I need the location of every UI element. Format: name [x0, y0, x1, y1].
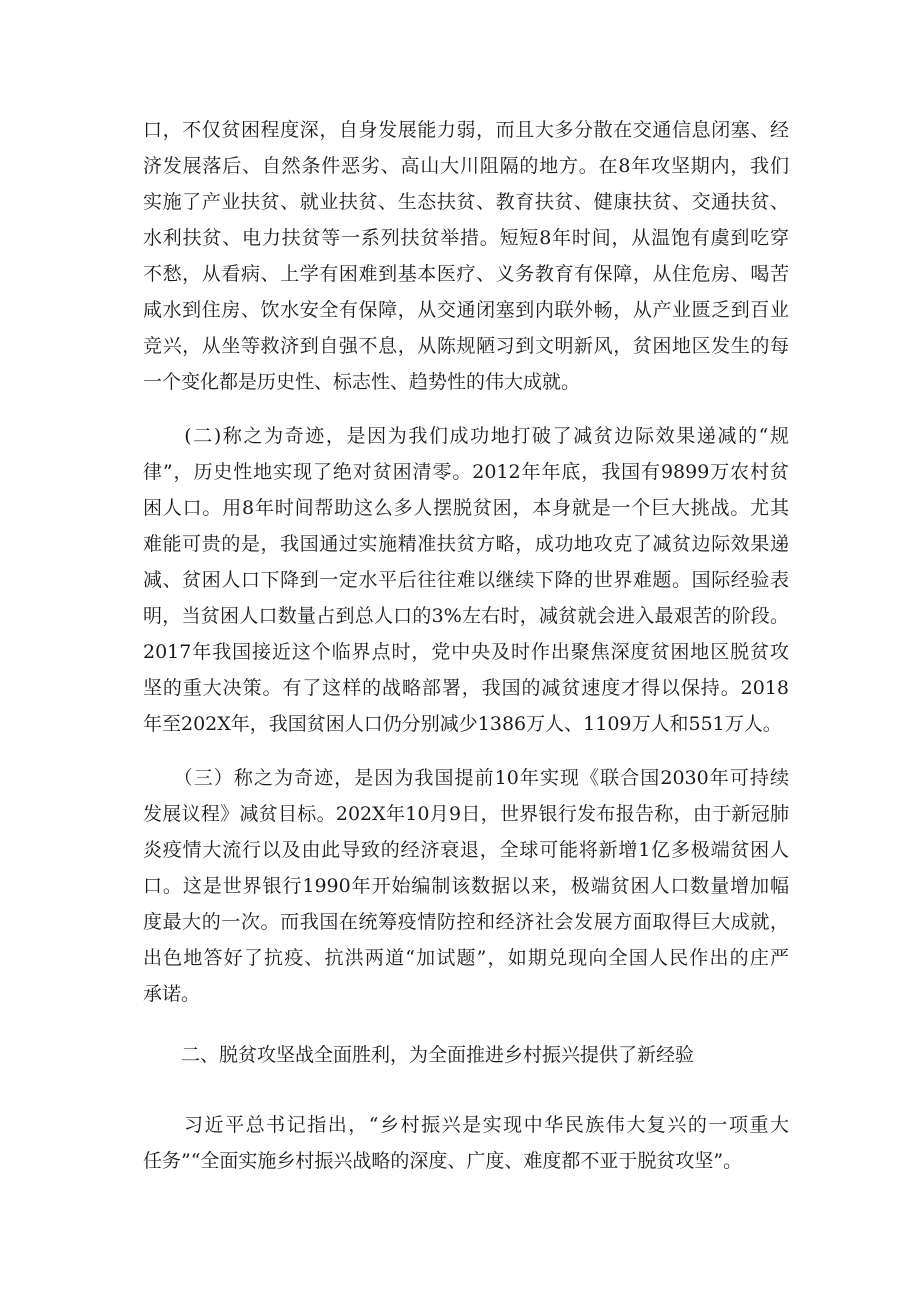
text-line: 不愁，从看病、上学有困难到基本医疗、义务教育有保障，从住危房、喝苦: [143, 263, 789, 285]
text-line: 度最大的一次。而我国在统筹疫情防控和经济社会发展方面取得巨大成就，: [143, 911, 789, 933]
text-line: 济发展落后、自然条件恶劣、高山大川阻隔的地方。在8年攻坚期内，我们: [143, 155, 789, 177]
text-line: 难能可贵的是，我国通过实施精准扶贫方略，成功地攻克了减贫边际效果递: [143, 533, 789, 555]
paragraph-section-three: [143, 760, 789, 1012]
paragraph-section-two: [143, 418, 789, 742]
text-line: 明，当贫困人口数量占到总人口的3%左右时，减贫就会进入最艰苦的阶段。: [143, 605, 789, 627]
text-line: 发展议程》减贫目标。202X年10月9日，世界银行发布报告称，由于新冠肺: [143, 803, 789, 825]
text-line: 实施了产业扶贫、就业扶贫、生态扶贫、教育扶贫、健康扶贫、交通扶贫、: [143, 191, 789, 213]
text-line: 坚的重大决策。有了这样的战略部署，我国的减贫速度才得以保持。2018: [143, 677, 789, 699]
text-line: 习近平总书记指出，“乡村振兴是实现中华民族伟大复兴的一项重大: [143, 1114, 789, 1136]
text-line: 竞兴，从坐等救济到自强不息，从陈规陋习到文明新风，贫困地区发生的每: [143, 335, 789, 357]
text-line: 一个变化都是历史性、标志性、趋势性的伟大成就。: [143, 371, 581, 393]
text-line: 减、贫困人口下降到一定水平后往往难以继续下降的世界难题。国际经验表: [143, 569, 789, 591]
paragraph-rural-revitalization: [143, 1107, 789, 1179]
text-line: 水利扶贫、电力扶贫等一系列扶贫举措。短短8年时间，从温饱有虞到吃穿: [143, 227, 789, 249]
paragraph-poverty-measures: [143, 112, 789, 400]
text-line: 口。这是世界银行1990年开始编制该数据以来，极端贫困人口数量增加幅: [143, 875, 789, 897]
text-line: 2017年我国接近这个临界点时，党中央及时作出聚焦深度贫困地区脱贫攻: [143, 641, 789, 663]
text-line: 任务”“全面实施乡村振兴战略的深度、广度、难度都不亚于脱贫攻坚”。: [143, 1150, 743, 1172]
text-line: 出色地答好了抗疫、抗洪两道“加试题”，如期兑现向全国人民作出的庄严: [143, 947, 789, 969]
text-line: 困人口。用8年时间帮助这么多人摆脱贫困，本身就是一个巨大挑战。尤其: [143, 497, 789, 519]
text-line: 炎疫情大流行以及由此导致的经济衰退，全球可能将新增1亿多极端贫困人: [143, 839, 789, 861]
text-line: 咸水到住房、饮水安全有保障，从交通闭塞到内联外畅，从产业匮乏到百业: [143, 299, 789, 321]
text-line: 年至202X年，我国贫困人口仍分别减少1386万人、1109万人和551万人。: [143, 713, 782, 735]
section-heading: [143, 1037, 789, 1073]
text-line: （三）称之为奇迹，是因为我国提前10年实现《联合国2030年可持续: [143, 767, 789, 789]
text-line: 律”，历史性地实现了绝对贫困清零。2012年年底，我国有9899万农村贫: [143, 461, 789, 483]
text-line: (二)称之为奇迹，是因为我们成功地打破了减贫边际效果递减的“规: [143, 425, 789, 447]
text-line: 口，不仅贫困程度深，自身发展能力弱，而且大多分散在交通信息闭塞、经: [143, 119, 789, 141]
text-line: 承诺。: [143, 983, 201, 1005]
heading-text: 二、脱贫攻坚战全面胜利，为全面推进乡村振兴提供了新经验: [143, 1044, 695, 1066]
